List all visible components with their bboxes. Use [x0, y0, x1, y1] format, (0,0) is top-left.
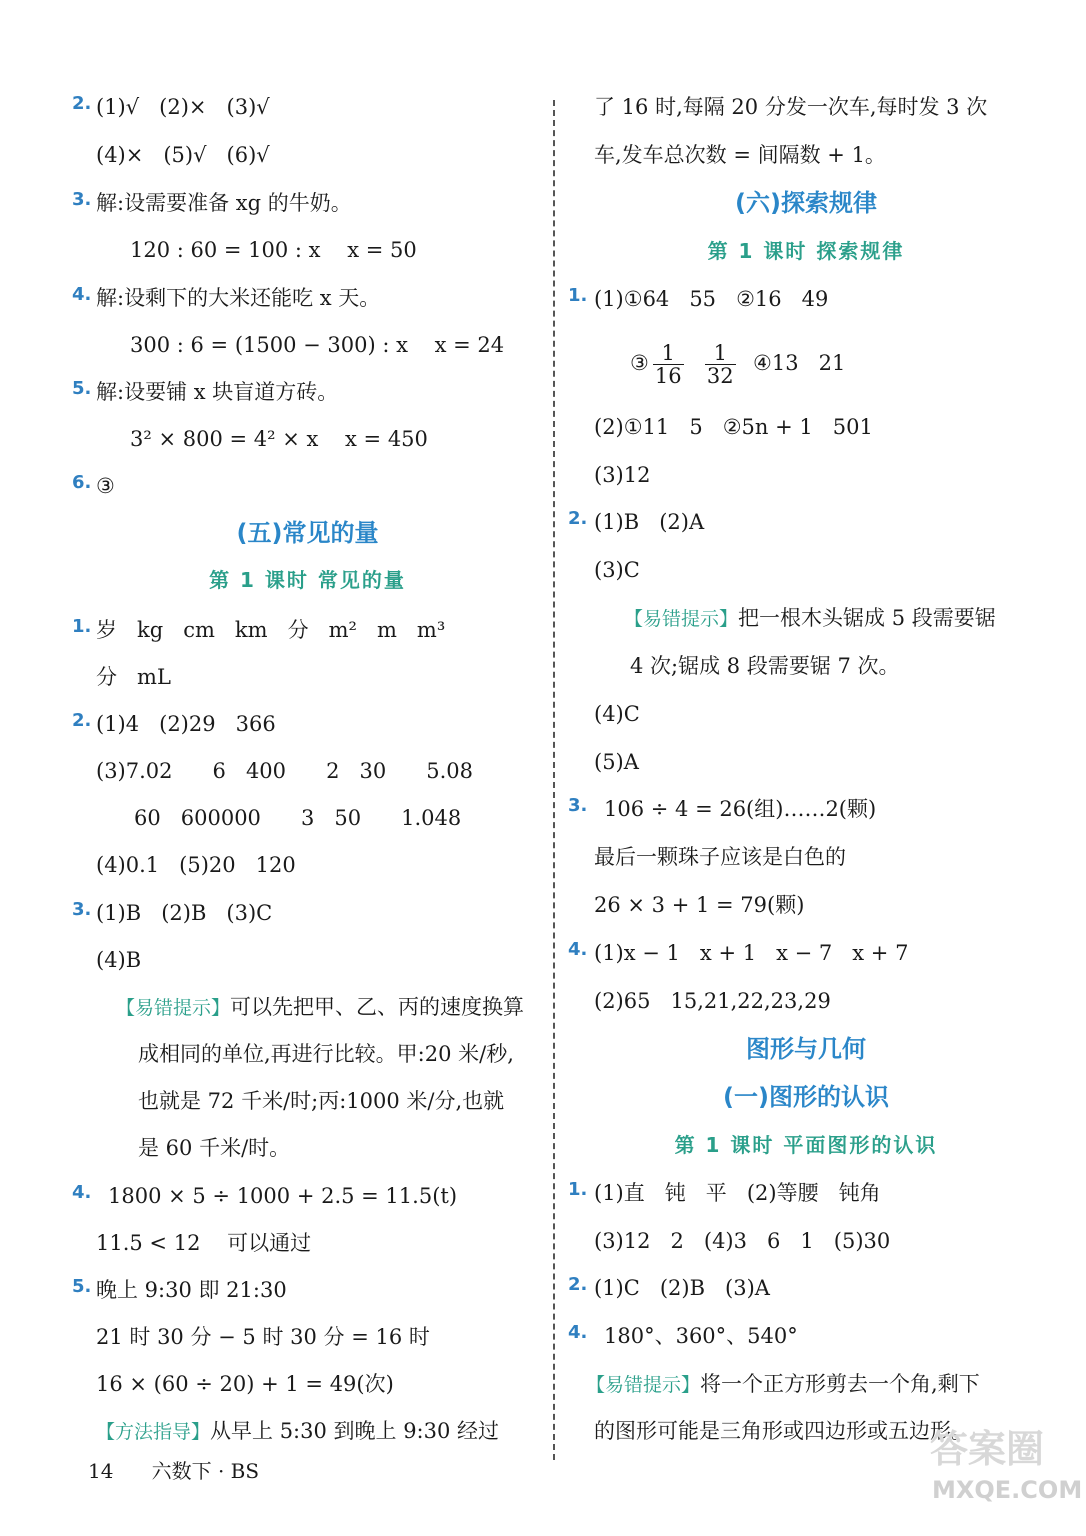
method-text: 从早上 5:30 到晚上 9:30 经过 [210, 1419, 500, 1443]
numerator: 1 [653, 342, 684, 365]
answer-line: (4)B [96, 948, 142, 972]
tip-label: 【易错提示】 [586, 1374, 701, 1396]
denominator: 32 [706, 364, 734, 388]
section-title: (六)探索规律 [735, 189, 877, 217]
numerator: 1 [705, 342, 736, 365]
answer-line: (4)0.1 (5)20 120 [96, 853, 296, 877]
answer-line: 了 16 时,每隔 20 分发一次车,每时发 3 次 [594, 95, 988, 119]
answer-line: 3² × 800 = 4² × x x = 450 [130, 427, 428, 451]
answer-line: 车,发车总次数 = 间隔数 + 1。 [594, 143, 886, 167]
answer-line: 21 时 30 分 − 5 时 30 分 = 16 时 [96, 1325, 430, 1349]
lesson-title: 第 1 课时 探索规律 [707, 239, 905, 263]
answer-line: 300 : 6 = (1500 − 300) : x x = 24 [130, 333, 505, 357]
method-label: 【方法指导】 [96, 1421, 211, 1443]
answer-line: (3)12 [594, 463, 651, 487]
right-column [566, 0, 1046, 1536]
fraction-1-32 [705, 342, 736, 387]
answer-line: (1)直 钝 平 (2)等腰 钝角 [594, 1181, 881, 1205]
answer-line: ③ [96, 474, 115, 498]
answer-line: (1)4 (2)29 366 [96, 712, 276, 736]
watermark-logo [930, 1418, 1083, 1528]
section-title: (五)常见的量 [236, 519, 379, 547]
question-number: 5. [72, 1276, 92, 1297]
answer-line: (1)x − 1 x + 1 x − 7 x + 7 [594, 941, 909, 965]
question-number: 3. [72, 899, 92, 920]
answer-line: 16 × (60 ÷ 20) + 1 = 49(次) [96, 1372, 394, 1396]
answer-line: (1)C (2)B (3)A [594, 1276, 770, 1300]
answer-line: 60 600000 3 50 1.048 [134, 806, 462, 830]
answer-line: 1800 × 5 ÷ 1000 + 2.5 = 11.5(t) [108, 1184, 458, 1208]
answer-line: 解:设需要准备 xg 的牛奶。 [96, 191, 352, 215]
error-tip [624, 603, 996, 634]
question-number: 2. [72, 93, 92, 114]
answer-line: 106 ÷ 4 = 26(组)……2(颗) [604, 797, 877, 821]
question-number: 2. [568, 508, 588, 529]
left-column [70, 0, 545, 1536]
question-number: 3. [72, 189, 92, 210]
answer-line: 是 60 千米/时。 [138, 1136, 291, 1160]
answer-line: (4)× (5)√ (6)√ [96, 143, 270, 167]
tip-text: 可以先把甲、乙、丙的速度换算 [230, 995, 525, 1019]
question-number: 1. [568, 285, 588, 306]
page-number: 14 [88, 1459, 114, 1483]
circled-three: ③ [630, 351, 649, 375]
answer-line: 也就是 72 千米/时;丙:1000 米/分,也就 [138, 1089, 505, 1113]
answer-line: (5)A [594, 750, 639, 774]
answer-line: (1)B (2)B (3)C [96, 901, 273, 925]
question-number: 4. [72, 284, 92, 305]
tip-text: 将一个正方形剪去一个角,剩下 [700, 1372, 980, 1396]
answer-line: 解:设要铺 x 块盲道方砖。 [96, 380, 339, 404]
tip-label: 【易错提示】 [624, 608, 739, 630]
book-label: 六数下 · BS [151, 1459, 260, 1483]
question-number: 4. [72, 1182, 92, 1203]
answer-line: (3)7.02 6 400 2 30 5.08 [96, 759, 473, 783]
column-divider [553, 100, 555, 1460]
question-number: 1. [568, 1179, 588, 1200]
answer-line: (1)B (2)A [594, 510, 705, 534]
fraction-line [630, 340, 845, 387]
answer-line: (1)①64 55 ②16 49 [594, 287, 829, 311]
error-tip [586, 1369, 980, 1400]
answer-line: 180°、360°、540° [604, 1324, 798, 1348]
watermark-text: 答案圈 [930, 1427, 1045, 1471]
answer-line: 岁 kg cm km 分 m² m m³ [96, 618, 446, 642]
watermark-url: MXQE.COM [932, 1476, 1083, 1504]
answer-line: 晚上 9:30 即 21:30 [96, 1278, 287, 1302]
answer-line: (3)12 2 (4)3 6 1 (5)30 [594, 1229, 891, 1253]
answer-fragment: ④13 21 [753, 351, 846, 375]
answer-line: (2)①11 5 ②5n + 1 501 [594, 415, 873, 439]
answer-line: (4)C [594, 702, 640, 726]
part-title: 图形与几何 [746, 1035, 866, 1063]
question-number: 3. [568, 795, 588, 816]
section-title: (一)图形的认识 [723, 1083, 889, 1111]
lesson-title: 第 1 课时 平面图形的认识 [674, 1133, 938, 1157]
answer-line: 的图形可能是三角形或四边形或五边形。 [594, 1419, 972, 1443]
answer-line: 分 mL [96, 665, 171, 689]
denominator: 16 [654, 364, 682, 388]
question-number: 1. [72, 616, 92, 637]
lesson-title: 第 1 课时 常见的量 [209, 568, 406, 592]
answer-line: 成相同的单位,再进行比较。甲:20 米/秒, [138, 1042, 514, 1066]
question-number: 5. [72, 378, 92, 399]
question-number: 4. [568, 939, 588, 960]
answer-line: (3)C [594, 558, 640, 582]
method-tip [96, 1416, 499, 1447]
tip-text: 把一根木头锯成 5 段需要锯 [738, 606, 996, 630]
question-number: 4. [568, 1322, 588, 1343]
answer-line: (1)√ (2)× (3)√ [96, 95, 270, 119]
answer-line: 4 次;锯成 8 段需要锯 7 次。 [630, 654, 900, 678]
answer-line: (2)65 15,21,22,23,29 [594, 989, 831, 1013]
answer-line: 解:设剩下的大米还能吃 x 天。 [96, 286, 381, 310]
answer-line: 120 : 60 = 100 : x x = 50 [130, 238, 417, 262]
question-number: 2. [568, 1274, 588, 1295]
fraction-1-16 [653, 342, 684, 387]
error-tip [116, 992, 524, 1023]
page-footer [88, 1456, 259, 1486]
answer-line: 26 × 3 + 1 = 79(颗) [594, 893, 805, 917]
answer-line: 11.5 < 12 可以通过 [96, 1231, 312, 1255]
tip-label: 【易错提示】 [116, 997, 231, 1019]
answer-line: 最后一颗珠子应该是白色的 [594, 845, 846, 869]
question-number: 6. [72, 472, 92, 493]
question-number: 2. [72, 710, 92, 731]
